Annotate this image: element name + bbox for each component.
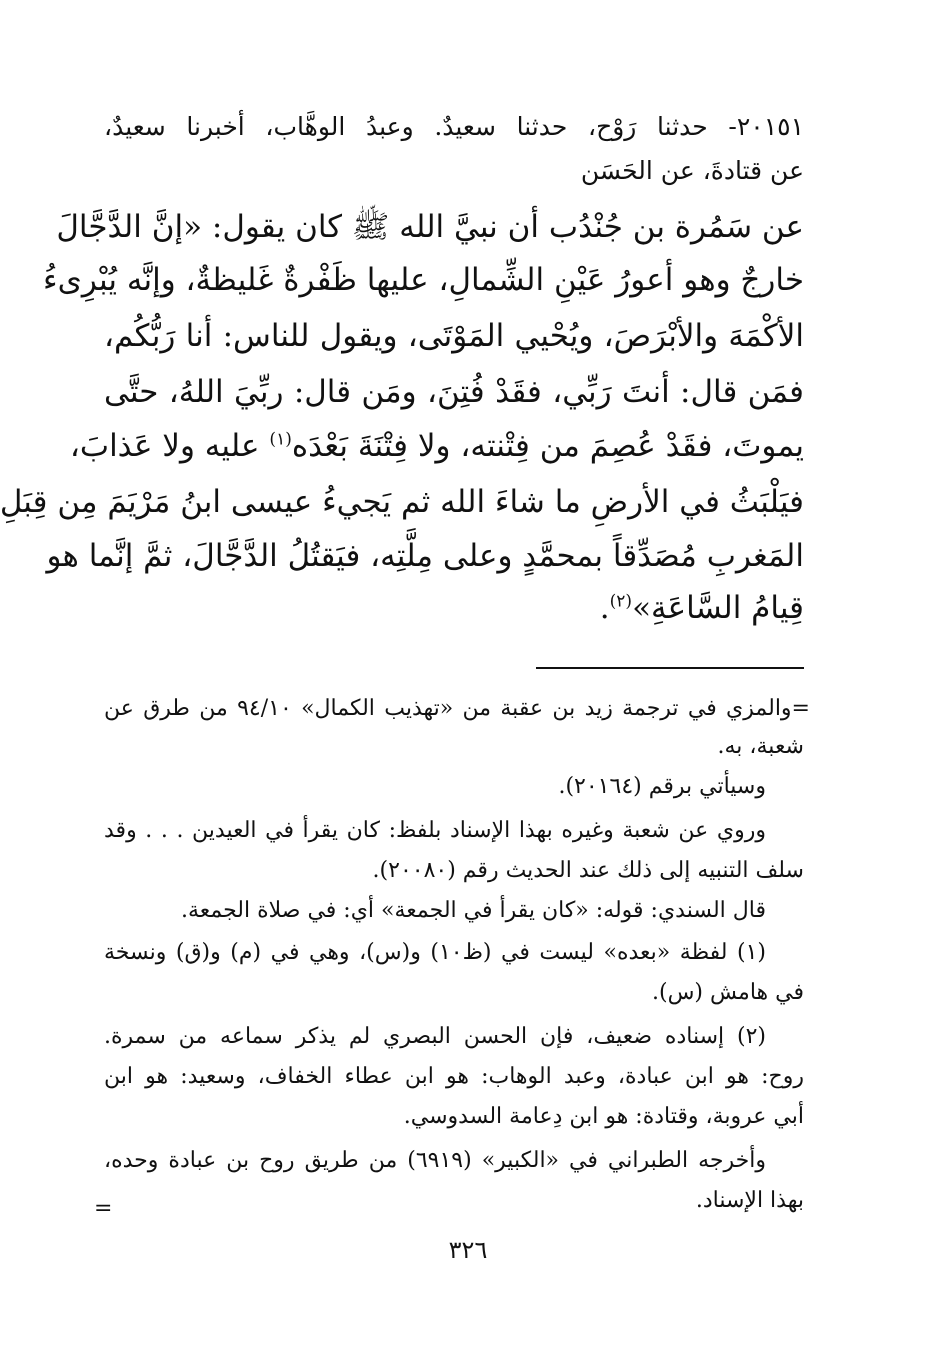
footnote-line-12: وأخرجه الطبراني في «الكبير» (٦٩١٩) من طريق روح بن عبادة وحده، <box>104 1148 766 1173</box>
hadith-chain-line-1: ٢٠١٥١- حدثنا رَوْح، حدثنا سعيدٌ. وعبدُ الوهَّاب، أخبرنا سعيدٌ، <box>104 112 804 141</box>
continuation-mark: = <box>94 1196 113 1221</box>
hadith-chain-line-2: عن قتادةَ، عن الحَسَن <box>580 156 804 185</box>
hadith-text-line-5-main: يموتَ، فقَدْ عُصِمَ من فِتْنته، ولا فِتْنَةَ بَعْدَه <box>291 428 804 464</box>
hadith-text-line-1: عن سَمُرة بن جُنْدُب أن نبيَّ الله ﷺ كان يقول: «إنَّ الدَّجَّالَ <box>56 209 804 245</box>
footnote-line-2: شعبة، به. <box>717 734 804 759</box>
footnote-line-7: (١) لفظة «بعده» ليست في (ظ١٠) و(س)، وهي في (م) و(ق) ونسخة <box>104 940 766 965</box>
footnote-ref-2: (٢) <box>609 591 633 612</box>
footnote-line-10: روح: هو ابن عبادة، وعبد الوهاب: هو ابن عطاء الخفاف، وسعيد: هو ابن <box>104 1064 804 1089</box>
hadith-text-line-5 <box>69 428 804 464</box>
footnote-ref-1: (١) <box>269 429 292 450</box>
hadith-text-line-8-main: قِيامُ السَّاعَةِ» <box>632 590 804 626</box>
page-number: ٣٢٦ <box>448 1236 488 1264</box>
hadith-text-line-8-tail: . <box>599 590 610 626</box>
hadith-text-line-6: فيَلْبَثُ في الأرضِ ما شاءَ الله ثم يَجيءُ عيسى ابنُ مَرْيَمَ مِن قِبَلِ <box>0 484 804 520</box>
footnote-line-13: بهذا الإسناد. <box>695 1188 804 1213</box>
footnote-line-5: سلف التنبيه إلى ذلك عند الحديث رقم (٢٠٠٨٠). <box>372 858 804 883</box>
hadith-text-line-5-tail: عليه ولا عَذابَ، <box>69 428 270 464</box>
hadith-text-line-2: خارجٌ وهو أعورُ عَيْنِ الشِّمالِ، عليها ظَفْرةٌ غَليظةٌ، وإنَّه يُبْرِىءُ <box>43 262 804 298</box>
footnote-line-9: (٢) إسناده ضعيف، فإن الحسن البصري لم يذكر سماعه من سمرة. <box>104 1024 766 1049</box>
hadith-text-line-8 <box>104 590 804 626</box>
footnote-line-4: وروي عن شعبة وغيره بهذا الإسناد بلفظ: كان يقرأ في العيدين . . . وقد <box>104 818 766 843</box>
footnote-line-8: في هامش (س). <box>652 980 804 1005</box>
footnote-line-3: وسيأتي برقم (٢٠١٦٤). <box>558 774 766 799</box>
footnote-separator <box>536 667 804 669</box>
hadith-text-line-7: المَغربِ مُصَدِّقاً بمحمَّدٍ وعلى مِلَّتِه، فيَقتُلُ الدَّجَّالَ، ثمَّ إنَّما هو <box>46 538 804 574</box>
footnote-line-1: =والمزي في ترجمة زيد بن عقبة من «تهذيب الكمال» ٩٤/١٠ من طرق عن <box>104 696 810 721</box>
footnote-line-6: قال السندي: قوله: «كان يقرأ في الجمعة» أي: في صلاة الجمعة. <box>180 898 766 923</box>
hadith-text-line-4: فمَن قال: أنتَ رَبِّي، فقَدْ فُتِنَ، ومَن قال: ربِّيَ اللهُ، حتَّى <box>104 374 804 410</box>
hadith-text-line-3: الأكْمَهَ والأبْرَصَ، ويُحْيي المَوْتَى، ويقول للناس: أنا رَبُّكُم، <box>104 318 804 354</box>
footnote-line-11: أبي عروبة، وقتادة: هو ابن دِعامة السدوسي. <box>403 1104 804 1129</box>
